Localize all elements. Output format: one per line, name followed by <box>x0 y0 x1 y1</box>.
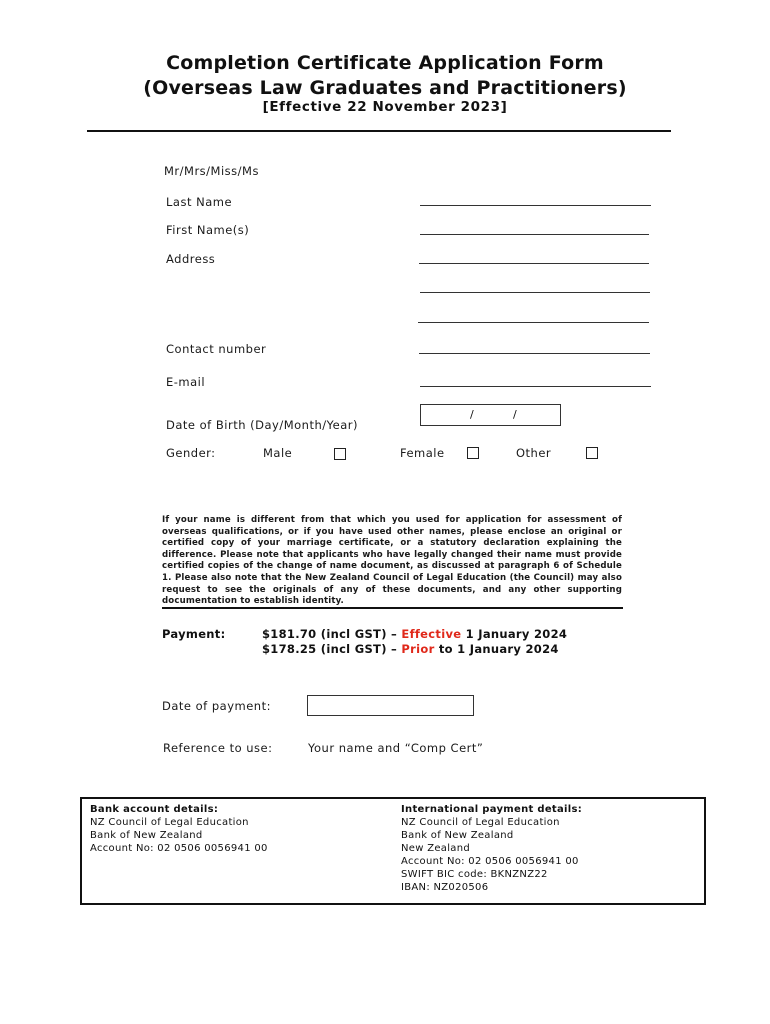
effective-date: [Effective 22 November 2023] <box>262 99 508 115</box>
bank-international-line: Bank of New Zealand <box>401 830 514 841</box>
payment-fee-current <box>262 627 567 641</box>
address-field-line3[interactable] <box>418 322 649 323</box>
bank-details-box <box>80 797 706 905</box>
payment-fee-prior <box>262 642 559 656</box>
payment-date-field[interactable] <box>307 695 474 716</box>
address-label: Address <box>166 252 216 266</box>
name-change-notice: If your name is different from that which you used for application for assessment of overseas qualifications, or if you have used other names, please enclose an original or certified copy of your marriage certificate, or a statutory declaration explaining the difference. Please note that applicants who have legally changed their name must provide certified copies of the change of name document, as discussed at paragraph 6 of Schedule 1. Please also note that the New Zealand Council of Legal Education (the Council) may also request to see the originals of any of these documents, and any other supporting documentation to establish identity. <box>162 515 622 607</box>
bank-local-details <box>90 803 268 855</box>
bank-international-line: Account No: 02 0506 0056941 00 <box>401 856 579 867</box>
email-field[interactable] <box>420 386 651 387</box>
fee-current-amount: $181.70 (incl GST) – <box>262 627 402 641</box>
last-name-field[interactable] <box>420 205 651 206</box>
first-name-label: First Name(s) <box>166 223 250 237</box>
dob-separator-1: / <box>470 408 474 421</box>
email-label: E-mail <box>166 375 206 389</box>
gender-option-female-label: Female <box>400 446 445 460</box>
bank-international-line: NZ Council of Legal Education <box>401 817 560 828</box>
header-divider <box>87 130 671 132</box>
fee-prior-amount: $178.25 (incl GST) – <box>262 642 402 656</box>
reference-label: Reference to use: <box>163 741 273 755</box>
payment-label: Payment: <box>162 627 226 641</box>
address-field-line2[interactable] <box>420 292 650 293</box>
bank-local-line: NZ Council of Legal Education <box>90 817 249 828</box>
fee-current-highlight: Effective <box>401 627 462 641</box>
dob-label: Date of Birth (Day/Month/Year) <box>166 418 358 432</box>
fee-current-date: 1 January 2024 <box>461 627 568 641</box>
bank-international-line: SWIFT BIC code: BKNZNZ22 <box>401 869 548 880</box>
bank-local-line: Bank of New Zealand <box>90 830 203 841</box>
gender-male-checkbox[interactable] <box>334 448 346 460</box>
contact-number-label: Contact number <box>166 342 267 356</box>
bank-international-line: IBAN: NZ020506 <box>401 882 489 893</box>
bank-local-line: Account No: 02 0506 0056941 00 <box>90 843 268 854</box>
address-field-line1[interactable] <box>419 263 649 264</box>
gender-option-other-label: Other <box>516 446 552 460</box>
form-title-line1: Completion Certificate Application Form <box>166 52 604 74</box>
gender-option-male-label: Male <box>263 446 293 460</box>
bank-international-heading: International payment details: <box>401 804 583 815</box>
salutation-label: Mr/Mrs/Miss/Ms <box>164 164 259 178</box>
last-name-label: Last Name <box>166 195 233 209</box>
gender-other-checkbox[interactable] <box>586 447 598 459</box>
fee-prior-date: to 1 January 2024 <box>434 642 559 656</box>
dob-separator-2: / <box>513 408 517 421</box>
payment-date-label: Date of payment: <box>162 699 271 713</box>
fee-prior-highlight: Prior <box>401 642 435 656</box>
gender-female-checkbox[interactable] <box>467 447 479 459</box>
dob-field[interactable] <box>420 404 561 426</box>
notice-divider <box>162 607 623 609</box>
bank-international-line: New Zealand <box>401 843 471 854</box>
gender-label: Gender: <box>166 446 216 460</box>
contact-number-field[interactable] <box>419 353 650 354</box>
form-title-line2: (Overseas Law Graduates and Practitioners) <box>143 77 627 99</box>
bank-international-details <box>401 803 582 894</box>
first-name-field[interactable] <box>420 234 649 235</box>
bank-local-heading: Bank account details: <box>90 804 219 815</box>
reference-value: Your name and “Comp Cert” <box>308 741 484 755</box>
